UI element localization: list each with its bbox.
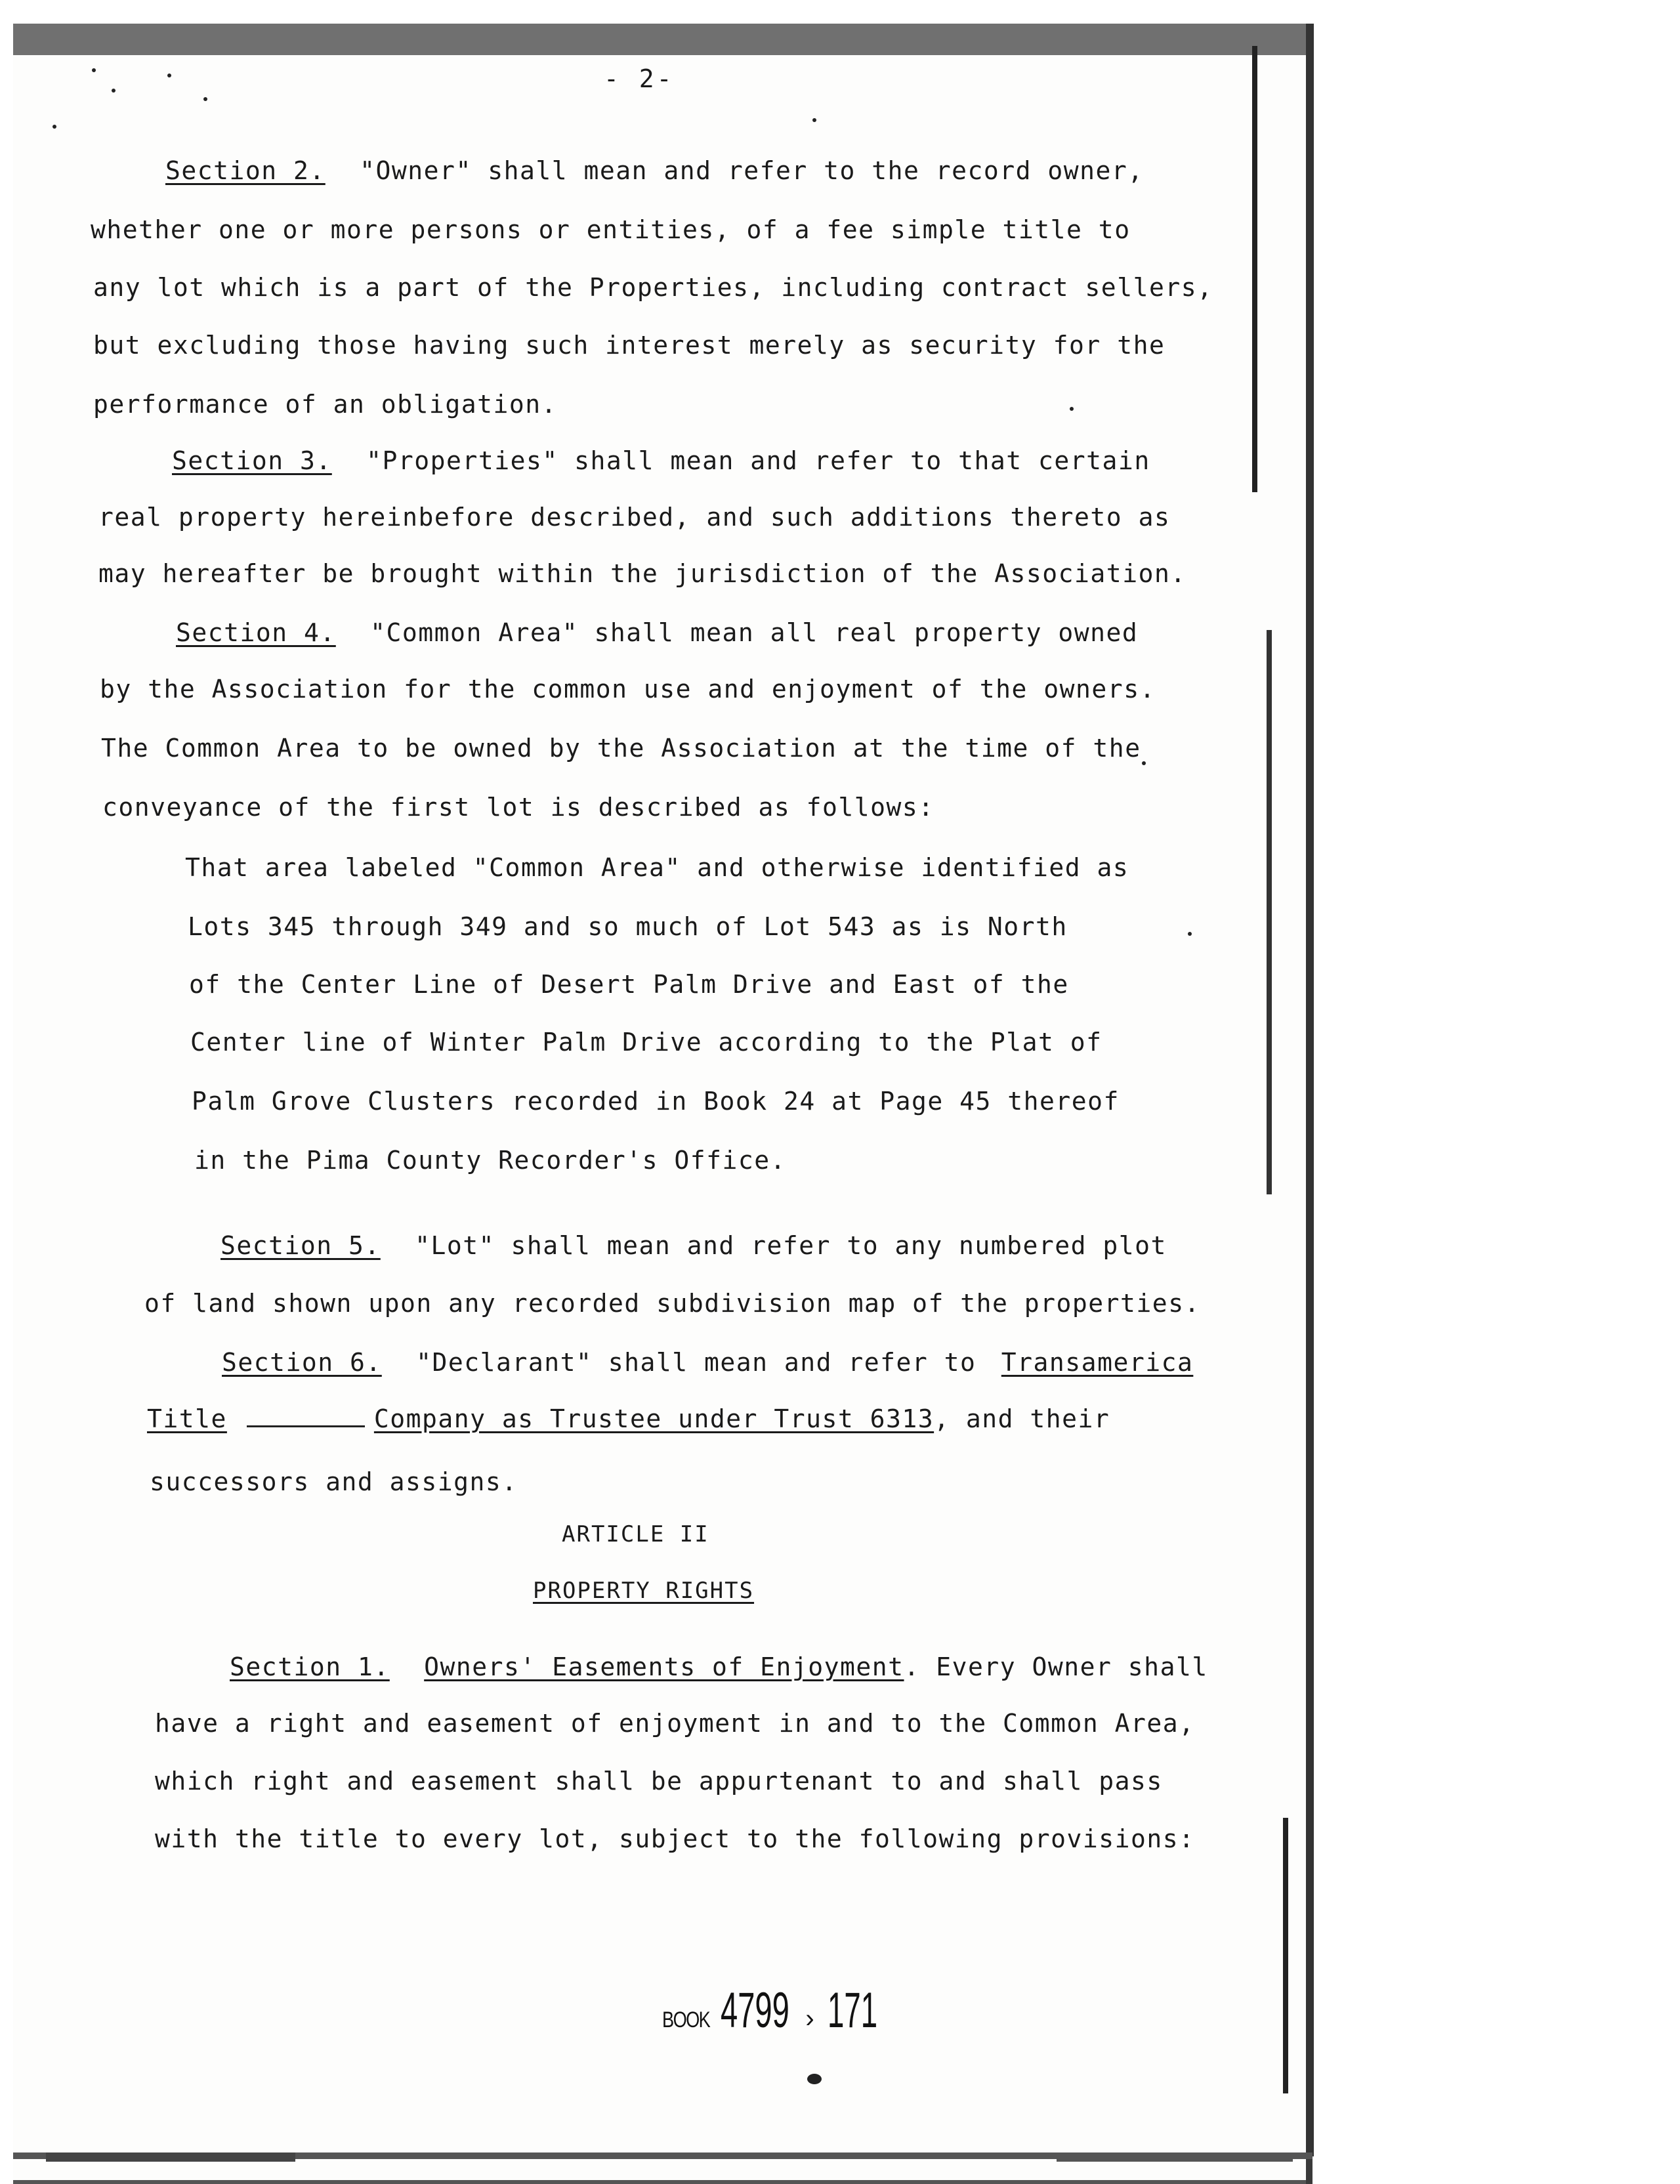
section-6-title: Title	[147, 1404, 227, 1433]
common-area-description-line: Center line of Winter Palm Drive according to the Plat of	[190, 1028, 1102, 1057]
common-area-description-line: of the Center Line of Desert Palm Drive and East of the	[189, 970, 1069, 999]
scan-artifact	[1283, 1818, 1288, 2093]
blank-line	[247, 1419, 365, 1427]
article-section-1-line-1	[230, 1652, 1208, 1681]
section-6-line-1	[222, 1348, 1193, 1377]
section-5-line-1	[220, 1231, 1167, 1260]
speck	[807, 2074, 822, 2084]
section-6-declarant-name: Transamerica	[1001, 1348, 1194, 1377]
common-area-description-line: Lots 345 through 349 and so much of Lot 543 as is North	[188, 912, 1068, 941]
section-4-line-3: The Common Area to be owned by the Association at the time of the	[101, 734, 1141, 763]
book-number: 4799	[721, 1983, 790, 2038]
section-3-text: "Properties" shall mean and refer to that certain	[366, 446, 1150, 475]
speck	[1070, 407, 1074, 411]
section-2-line-5: performance of an obligation.	[93, 390, 557, 419]
section-2-line-3: any lot which is a part of the Properties, including contract sellers,	[93, 273, 1213, 302]
common-area-description-line: That area labeled "Common Area" and otherwise identified as	[185, 853, 1129, 882]
speck	[1188, 932, 1192, 936]
speck	[167, 74, 171, 77]
article-section-1-line-3: which right and easement shall be appurtenant to and shall pass	[155, 1767, 1163, 1796]
section-6-heading: Section 6.	[222, 1348, 382, 1377]
article-section-1-line-4: with the title to every lot, subject to the following provisions:	[155, 1824, 1195, 1853]
scan-edge	[1306, 24, 1314, 2156]
section-6-line-2-end: , and their	[934, 1404, 1110, 1433]
section-6-trustee: Company as Trustee under Trust 6313	[373, 1404, 934, 1433]
section-5-line-2: of land shown upon any recorded subdivision map of the properties.	[144, 1289, 1200, 1318]
section-5-heading: Section 5.	[220, 1231, 381, 1260]
speck	[1142, 761, 1146, 765]
section-6-line-3: successors and assigns.	[150, 1467, 518, 1496]
book-page-stamp	[656, 1982, 910, 2039]
scan-artifact	[1252, 46, 1257, 492]
common-area-description-line: Palm Grove Clusters recorded in Book 24 at Page 45 thereof	[192, 1087, 1120, 1116]
section-3-heading: Section 3.	[172, 446, 332, 475]
speck	[812, 118, 816, 122]
section-4-line-2: by the Association for the common use and enjoyment of the owners.	[100, 675, 1156, 704]
book-separator: ›	[805, 2004, 814, 2033]
book-page-number: 171	[827, 1983, 877, 2038]
article-section-1-heading: Section 1.	[230, 1652, 390, 1681]
section-2-heading: Section 2.	[165, 156, 326, 185]
section-4-text: "Common Area" shall mean all real property owned	[370, 618, 1139, 647]
article-section-1-subheading: Owners' Easements of Enjoyment	[424, 1652, 904, 1681]
section-3-line-2: real property hereinbefore described, and such additions thereto as	[98, 503, 1171, 532]
book-prefix: BOOK	[662, 2007, 710, 2032]
article-section-1-line-2: have a right and easement of enjoyment in and to the Common Area,	[155, 1709, 1195, 1738]
section-4-line-1	[176, 618, 1138, 647]
scan-artifact	[1267, 630, 1272, 1194]
section-4-line-4: conveyance of the first lot is described as follows:	[102, 793, 934, 822]
section-2-line-1	[165, 156, 1144, 185]
section-2-line-4: but excluding those having such interest merely as security for the	[93, 331, 1166, 360]
scan-artifact	[46, 2152, 295, 2162]
common-area-description-line: in the Pima County Recorder's Office.	[194, 1146, 786, 1175]
section-6-text: "Declarant" shall mean and refer to	[416, 1348, 976, 1377]
article-title: PROPERTY RIGHTS	[533, 1578, 755, 1604]
section-5-text: "Lot" shall mean and refer to any numbered plot	[415, 1231, 1167, 1260]
scan-artifact	[1057, 2152, 1293, 2162]
section-6-line-2	[147, 1404, 1110, 1433]
article-number: ARTICLE II	[562, 1521, 709, 1547]
article-section-1-text: . Every Owner shall	[904, 1652, 1208, 1681]
speck	[203, 97, 207, 101]
speck	[112, 89, 116, 93]
section-4-heading: Section 4.	[176, 618, 336, 647]
section-2-text: "Owner" shall mean and refer to the record owner,	[360, 156, 1144, 185]
speck	[92, 68, 96, 72]
page-number: - 2-	[604, 64, 675, 93]
speck	[52, 125, 56, 129]
section-3-line-3: may hereafter be brought within the jurisdiction of the Association.	[98, 559, 1186, 588]
section-2-line-2: whether one or more persons or entities, of a fee simple title to	[91, 215, 1131, 244]
section-3-line-1	[172, 446, 1150, 475]
